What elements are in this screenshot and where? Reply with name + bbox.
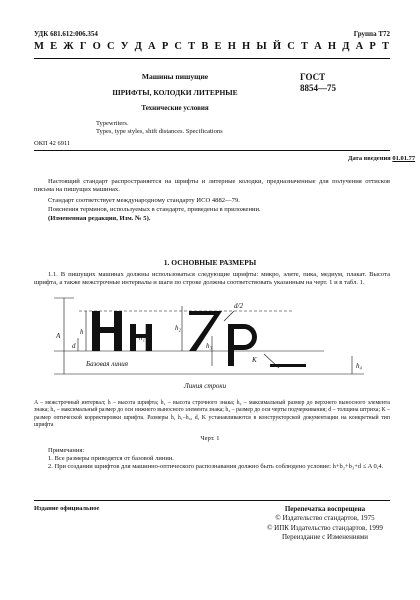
okp-code: ОКП 42 6911 [34,140,71,147]
note-2: 2. При создании шрифтов для машинно-оптического распознавания должно быть соблюдено условие: h+b₂+b₃+d ≤ A 0,4. [48,463,384,471]
figure-caption: Черт. 1 [200,435,220,442]
glyph-p-bowl [234,324,257,350]
figure-legend: A – межстрочный интервал; h – высота шрифта; h₁ – высота строчного знака; h₂ – максимальный размер до верхнего выносного элемента знака; h₃ – максимальный размер до оси нижнего выносного элемента знака; h₄ – размер до оси черты подчеркивания; d – толщина штриха; K – размер оптической корректировки шрифта. Размеры h, h₁–h₄, d, K устанавливаются в конструкторской документации на конкретный тип шрифта [34,400,390,429]
section-heading: 1. ОСНОВНЫЕ РАЗМЕРЫ [163,258,257,267]
footer-rule [34,500,390,501]
notes-heading: Примечания: [48,447,85,454]
label-baseline: Базовая линия [86,360,129,368]
document-title: ШРИФТЫ, КОЛОДКИ ЛИТЕРНЫЕ [112,88,238,97]
copyright-1975: © Издательство стандартов, 1975 [275,514,375,523]
intro-date-line [348,155,415,162]
intro-date: 01.01.77 [392,155,416,162]
paragraph-1-1: 1.1. В пишущих машинах должны использоваться следующие шрифты: микро, элите, пика, медиум, плакат. Высота шрифта, а также межстрочные интервалы и шаги по строке должны соответствовать указанным на черт. 1 и в табл. 1. [34,271,390,287]
side-stamp [4,470,14,590]
paragraph-scope: Настоящий стандарт распространяется на шрифты и литерные колодки, предназначенные для получения оттисков письма на пишущих машинах. [34,178,390,194]
english-title-line1: Typewriters. [96,120,129,127]
group-code: Группа Т72 [353,30,390,38]
glyph-underscore [270,364,306,367]
okp-rule [34,150,390,151]
gost-number: 8854—75 [300,83,336,93]
label-A: A [56,332,61,340]
english-title [96,120,336,136]
paragraph-amendment: (Измененная редакция, Изм. № 5). [48,215,151,222]
banner-rule [34,58,390,59]
figure-1 [34,296,390,396]
dimension-d-half [224,311,234,321]
label-string-line: Линия строки [184,382,227,390]
label-h3: h₃ [206,342,212,350]
glyph-H-bar [92,327,122,333]
standard-banner: М Е Ж Г О С У Д А Р С Т В Е Н Н Ы Й С Т А Н Д А Р Т [34,41,390,52]
notes-block [34,447,390,472]
intro-label: Дата введения [348,155,391,162]
document-subtitle: Технические условия [141,104,209,112]
paragraph-terms: Пояснения терминов, используемых в стандарте, приведены в приложении. [48,206,261,213]
gost-label: ГОСТ [300,72,326,82]
reissue-notice: Переиздание с Изменениями [281,533,369,542]
glyph-p-stem [228,324,234,366]
label-h1: h₁ [139,334,145,342]
official-edition: Издание официальное [34,505,100,512]
udk-code: УДК 681.612:006.354 [34,30,98,38]
reprint-notice: Перепечатка воспрещена [284,505,366,513]
label-h2: h₂ [175,324,181,332]
note-1: 1. Все размеры приводятся от базовой линии. [48,455,174,463]
copyright-block [260,505,390,543]
label-h: h [80,328,84,336]
machines-label: Машины пишущие [141,72,209,81]
paragraph-iso: Стандарт соответствует международному стандарту ИСО 4882—79. [48,197,240,204]
label-h4: h₄ [356,362,362,370]
label-K: K [252,356,257,364]
gost-block [300,72,336,94]
copyright-1999: © ИПК Издательство стандартов, 1999 [267,523,383,532]
label-d: d [72,342,76,350]
english-title-line2: Types, type styles, shift distances. Specifications [96,128,223,135]
label-d-half: d/2 [234,302,243,310]
